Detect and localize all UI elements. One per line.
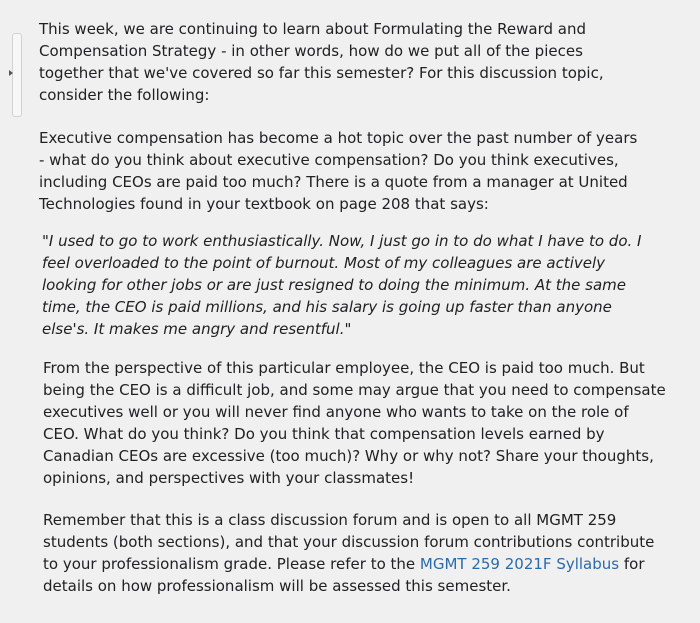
discussion-content [39,18,677,597]
forum-reminder-text: Remember that this is a class discussion forum and is open to all MGMT 259 students (both sections), and that your discussion forum contributions contribute to your professionalism grade. Please refer to the [43,511,655,573]
manager-quote: "I used to go to work enthusiastically. Now, I just go in to do what I have to do. I feel overloaded to the point of burnout. Most of my colleagues are actively looking for other jobs or are just resigned to doing the minimum. At the same time, the CEO is paid millions, and his salary is going up faster than anyone else's. It makes me angry and resentful." [42,232,642,338]
collapse-handle[interactable] [12,33,22,117]
forum-reminder-paragraph [43,509,663,597]
caret-right-icon[interactable] [9,70,13,76]
perspective-paragraph: From the perspective of this particular employee, the CEO is paid too much. But being the CEO is a difficult job, and some may argue that you need to compensate executives well or you will never find anyone who wants to take on the role of CEO. What do you think? Do you think that compensation levels earned by Canadian CEOs are excessive (too much)? Why or why not? Share your thoughts, opinions, and perspectives with your classmates! [43,359,666,487]
forum-reminder-ending: for details on how professionalism will be assessed this semester. [43,555,645,595]
syllabus-link[interactable]: MGMT 259 2021F Syllabus [419,555,620,573]
left-gutter [0,0,30,623]
intro-paragraph: This week, we are continuing to learn about Formulating the Reward and Compensation Strategy - in other words, how do we put all of the pieces together that we've covered so far this semester? For this discussion topic, consider the following: [39,20,604,104]
compensation-question-paragraph: Executive compensation has become a hot topic over the past number of years - what do you think about executive compensation? Do you think executives, including CEOs are paid too much? There is a quote from a manager at United Technologies found in your textbook on page 208 that says: [39,129,638,213]
